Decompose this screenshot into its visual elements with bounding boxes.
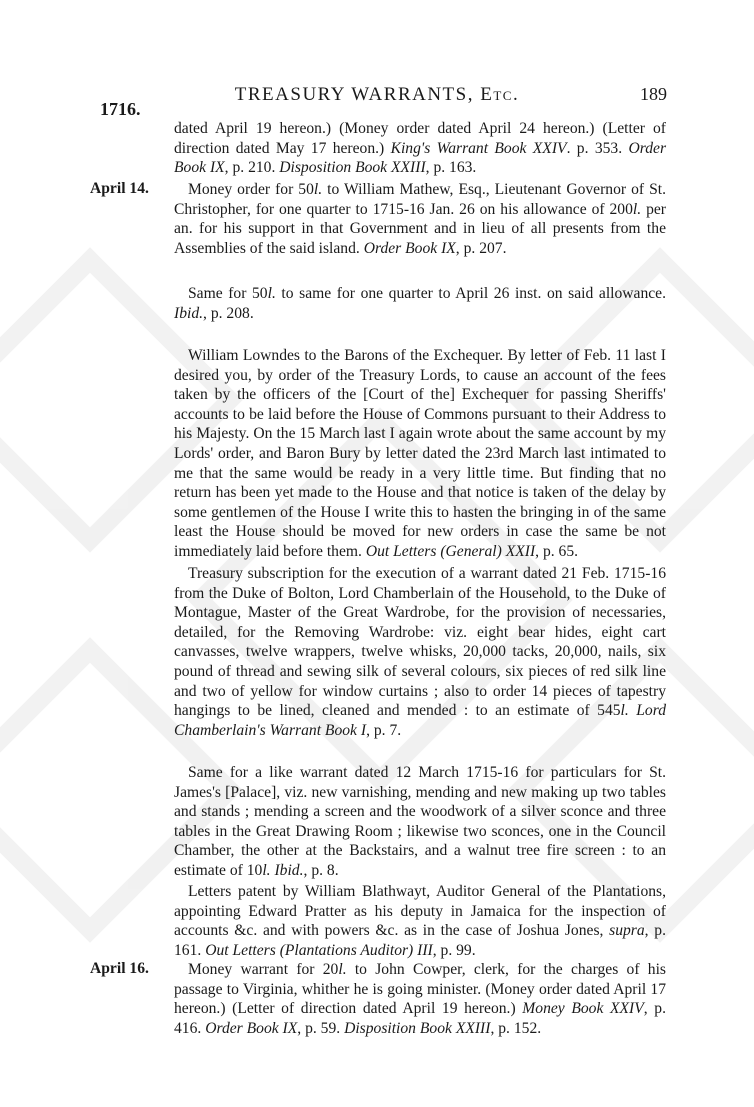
citation-text: supra [609, 922, 645, 940]
entry-text: , p. 208. [203, 304, 254, 322]
entry-paragraph [174, 346, 666, 562]
entry-paragraph [174, 284, 666, 323]
citation-text: l. [620, 702, 629, 720]
entry-text: to same for one quarter to April 26 inst. on said allowance. [275, 285, 666, 302]
citation-text: Disposition Book XXIII [279, 159, 426, 177]
citation-text: l. [338, 961, 347, 978]
citation-text: Ibid. [174, 304, 204, 322]
citation-text: Disposition Book XXIII [344, 1019, 491, 1037]
citation-text: Money Book XXIV [522, 1000, 644, 1018]
entry-text: Letters patent by William Blathwayt, Auditor General of the Plantations, appointing Edward Pratter as his deputy in Jamaica for the inspection of accounts &c. and with powers &c. as in the case of Joshua Jones, [174, 883, 666, 940]
entry-text: , p. 416. [174, 1000, 666, 1037]
entry-paragraph [174, 119, 666, 178]
citation-text: King's Warrant Book XXIV [390, 139, 567, 157]
entry-text: dated April 19 hereon.) (Money order dated April 24 hereon.) (Letter of direction dated May 17 hereon.) [174, 120, 666, 157]
year-label: 1716. [100, 99, 141, 119]
entry-text: , p. 65. [535, 542, 579, 560]
citation-text: Ibid. [274, 861, 304, 879]
citation-text: l. [267, 285, 276, 302]
margin-date: April 16. [90, 960, 149, 977]
citation-text: Order Book IX [174, 139, 667, 177]
entry-text: . p. 353. [566, 139, 629, 157]
citation-text: l. [313, 181, 323, 198]
citation-text: Order Book IX [363, 239, 456, 257]
citation-text: Order Book IX [205, 1019, 298, 1037]
citation-text: Out Letters (General) XXII [365, 542, 536, 560]
entry-text: , p. 210. [224, 159, 280, 177]
entry-text: Same for 50 [188, 285, 268, 302]
page-number: 189 [640, 84, 667, 104]
entry-text: , p. 8. [303, 861, 339, 879]
entry-text: , p. 7. [366, 721, 402, 739]
entry-paragraph [174, 180, 666, 258]
entry-paragraph [174, 960, 666, 1038]
entry-paragraph [174, 882, 666, 960]
entry-text: , p. 163. [425, 159, 477, 177]
entry-text: , p. 99. [432, 941, 476, 959]
entry-paragraph [174, 564, 666, 740]
entry-text: Same for a like warrant dated 12 March 1715-16 for particulars for St. James's [Palace], viz. new varnishing, mending and new making up two tables and stands ; mending a screen and the woodwork of a silver sconce and three tables in the Great Drawing Room ; likewise two sconces, one in the Council Chamber, the other at the Backstairs, and a walnut tree fire screen : to an estimate of 10 [174, 764, 666, 879]
entry-text: to John Cowper, clerk, for the charges of his passage to Virginia, whither he is going minister. (Money order dated April 17 hereon.) (Letter of direction dated April 19 hereon.) [174, 961, 666, 1018]
entry-paragraph [174, 763, 666, 881]
citation-text: l. [262, 861, 271, 879]
citation-text: Lord Chamberlain's Warrant Book I [174, 702, 666, 739]
page-header-title: TREASURY WARRANTS, Etc. [234, 84, 520, 105]
entry-text: per an. for his support in that Government and in lieu of all presents from the Assemblies of the said island. [174, 200, 667, 257]
entry-text: , p. 152. [490, 1019, 542, 1037]
entry-text: , p. 207. [455, 239, 507, 257]
entry-text: to William Mathew, Esq., Lieutenant Governor of St. Christopher, for one quarter to 1715-16 Jan. 26 on his allowance of 200 [174, 181, 666, 218]
entry-text: Money warrant for 20 [188, 961, 339, 978]
entry-text: William Lowndes to the Barons of the Exchequer. By letter of Feb. 11 last I desired you, by order of the Treasury Lords, to cause an account of the fees taken by the officers of the [Court of the] Exchequer for passing Sheriffs' accounts to be laid before the House of Commons pursuant to their Address to his Majesty. On the 15 March last I again wrote about the same account by my Lords' order, and Baron Bury by letter dated the 23rd March last intimated to me that the same would be ready in a very little time. But finding that no return has been yet made to the House and that notice is taken of the delay by some gentlemen of the House I write this to hasten the bringing in of the same least the House should be moved for new orders in case the same be not immediately laid before them. [174, 347, 666, 560]
citation-text: l. [632, 200, 642, 218]
margin-date: April 14. [90, 180, 149, 197]
entry-text: Treasury subscription for the execution of a warrant dated 21 Feb. 1715-16 from the Duke of Bolton, Lord Chamberlain of the Household, to the Duke of Montague, Master of the Great Wardrobe, for the provision of necessaries, detailed, for the Removing Wardrobe: viz. eight bear hides, eight cart canvasses, twelve wrappers, twelve whisks, 20,000 tacks, 20,000, nails, six pound of thread and sewing silk of several colours, six pieces of red silk line and two of yellow for window curtains ; also to order 14 pieces of tapestry hangings to be lined, cleaned and mended : to an estimate of 545 [174, 565, 666, 720]
entry-text: Money order for 50 [188, 181, 314, 198]
citation-text: Out Letters (Plantations Auditor) III [205, 941, 433, 959]
entry-text: , p. 59. [297, 1019, 345, 1037]
entry-text: , p. 161. [174, 922, 666, 959]
